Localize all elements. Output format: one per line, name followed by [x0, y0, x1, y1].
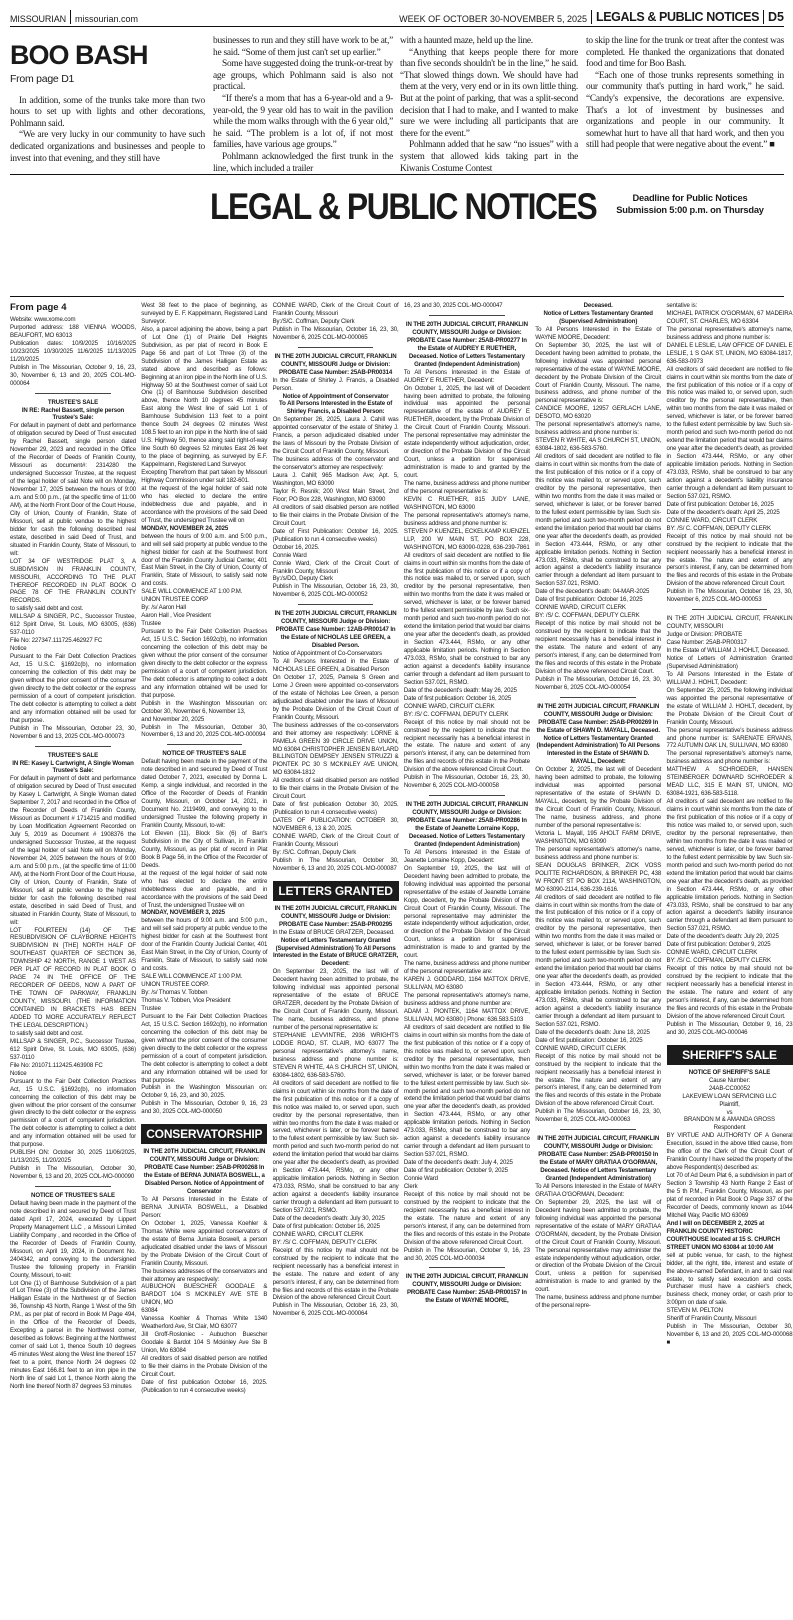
notice-text: Connie Ward [403, 1174, 438, 1182]
notice-text: Publication dates: 10/9/2025 10/16/2025 10/23/2025 10/30/2025 11/6/2025 11/13/2025 11/20/2025 [10, 339, 136, 363]
notice-text: The personal representative's attorney's name, business address and phone number is: [666, 750, 793, 766]
notice-heading: NOTICE OF TRUSTEE'S SALE [162, 750, 247, 758]
notice-caption: Respondent [713, 1124, 746, 1132]
notice-text: Laura J. Cahill; 965 Madison Ave; Apt. 5, Washington, MO 63090 [272, 472, 399, 488]
notice-text: Date of the decedent's death: July 4, 2025 [403, 1159, 513, 1167]
notice-text: CONNIE WARD, CIRCUIT CLERK [535, 1044, 626, 1052]
notice-text: 63084 [141, 1307, 158, 1315]
notice-text: CANDICE MOORE, 12957 GERLACH LANE, DESOTO, MO 63020 [535, 405, 662, 421]
notice-text: Pursuant to the Fair Debt Collection Practices Act, 15 U.S.C. Section 1692c(b), no information concerning the collection of this debt may be given without the prior consent of the consumer given directly to the debt collector or the express permission of a court of competent jurisdiction. The debt collector is attempting to collect a debt and any information obtained will be used for that purpose. [141, 628, 268, 699]
notice-text: Receipt of this notice by mail should not be construed by the recipient to indicate that the recipient necessarily has a beneficial interest in the estate. The nature and extent of any person's interest, if any, can be determined from the files and records of this estate in the Probate Division of the above referenced Circuit Court. [666, 965, 793, 1020]
notice-text: UNION TRUSTEE CORP. [141, 981, 209, 989]
notice-text: STEPHANIE LEVVINTRE, 2936 WRIGHTS LODGE ROAD, ST. CLAIR, MO 63077 The personal representative's attorney's name, business address and phone number is: STEVEN R WHITE, 4A S CHURCH ST, UNION, 63084-1802, 636-583-5760. [272, 1032, 399, 1079]
article-paragraph: “Anything that keeps people there for more than five seconds shouldn't be in the line,” he said. “That slowed things down. We should have had them at the very, very end or in its own little thing. But at the point of parking, that was a split-second decision that I had to make, and I wanted to make sure we were including all participants that are there for the event.” [400, 47, 578, 139]
notice-text: MICHAEL PATRICK O'GORMAN, 67 MADEIRA COURT, ST. CHARLES, MO 63304 [666, 309, 793, 325]
notice-heading: IN THE 20TH JUDICIAL CIRCUIT, FRANKLIN COUNTY, MISSOURI Judge or Division: PROBATE Case Number: 25AB-PR00277 In the Estate of AUDREY E RUETHER, Deceased. Notice of Letters Testamentary Granted (Independent Administration) [405, 320, 528, 368]
notice-text: Date of first publication: October 9, 2025 [403, 1167, 508, 1175]
notice-separator [429, 795, 505, 796]
notice-text: BY: /S/ C. COFFMAN, DEPUTY CLERK [535, 612, 640, 620]
notice-text: between the hours of 9:00 a.m. and 5:00 p.m., and will sell said property at public vendue to the highest bidder for cash at the Southwest front door of the Franklin County Judicial Center, 401 East Main Street, in the City of Union, County of Franklin, State of Missouri, to satisfy said note and costs. [141, 532, 268, 588]
notice-text: Also, a parcel adjoining the above, being a part of Lot One (1) of Prairie Dell Heights Subdivision, as per plat of record in Book E Page 56 and part of Lot Three (3) of the Subdivision of the James Halligan Estate as stated above and described as follows: Beginning at an iron pipe in the North line of U.S. Highway 50 at the Southwest corner of said Lot One (1) of Barnhouse Subdivision described above, thence North 10 degrees 45 minutes East along the West line of said Lot 1 of Barnhouse Subdivision 113 feet to a point thence South 24 degrees 02 minutes West 108.5 feet to an iron pipe in the North line of said U.S. Highway 50, thence along said right-of-way line South 60 degrees 52 minutes East 26 feet to the place of beginning, as surveyed by E.F. Kappelmann, Registered Land Surveyor. [141, 325, 268, 469]
article-paragraph: Pohlmann added that he saw “no issues” with a system that allowed kids taking part in the Kiwanis Costume Contest [400, 140, 578, 174]
notice-text: All creditors of said decedent are notified to file claims in court within six months from the date of the first publication of this notice or if a copy of this notice was mailed to, or served upon, such creditor by the personal representative, then within two months from the date it was mailed or served, whichever is later, or be forever barred to the fullest extent permissible by law. Such six-month period and such two-month period do not extend the limitation period that would bar claims one year after the decedent's death, as provided in Section 473.444, RSMo, or any other applicable limitation periods. Nothing in Section 473.033, RSMo, shall be construed to bar any action against a decedent's liability insurance carrier through a defendant ad litem pursuant to Section 537.021, RSMO. [666, 365, 793, 500]
section-name: LEGALS & PUBLIC NOTICES [595, 10, 760, 24]
notice-text: The personal representative's attorney's name, business address and phone number is: [403, 511, 530, 527]
notice-text: On September 29, 2025, the last will of Decedent having been admitted to probate, the following individual was appointed the personal representative of the estate of MARY GRATIAA O'GORMAN, decedent, by the Probate Division of the Circuit Court of Franklin County, Missouri. The personal representative may administer the estate independently without adjudication, order, or direction of the Probate Division of the Circuit Court, unless a petition for supervised administration is made to and granted by the court. [535, 1198, 662, 1294]
notice-text: Pursuant to the Fair Debt Collection Practices Act, 15 U.S.C. §1692c(b), no information concerning the collection of this debt may be given without the prior consent of the consumer given directly to the debt collector or the express permission of a court of competent jurisdiction. The debt collector is attempting to collect a debt and any information obtained will be used for that purpose. [10, 1077, 136, 1149]
notice-text: Vanessa Koehler & Thomas White 1340 Weatherford Ave, St Clair, MO 63077 [141, 1315, 268, 1331]
notice-text: By: /s/ Aaron Hall [141, 604, 186, 612]
notice-text: All creditors of said disabled person are notified to file their claims in the Probate Division of the Circuit Court. [272, 503, 399, 527]
notice-separator [167, 744, 243, 745]
notice-text: Date of first publication October 16, 2025. (Publication to run 4 consecutive weeks) [141, 1378, 268, 1394]
notice-text: Connie Ward [272, 551, 307, 559]
notice-heading: Notice of Letters Testamentary Granted (Supervised Administration) To All Persons Interested in the Estate of BRUCE GRATZER, Decedent: [272, 936, 399, 968]
notice-heading: IN THE 20TH JUDICIAL CIRCUIT, FRANKLIN COUNTY, MISSOURI Judge or Division: PROBATE Case Number: 25AB-PR00150 In the Estate of MARY GRATIAA O'GORMAN, Deceased. Notice of Letters Testamentary Granted (Independent Administration) [537, 1135, 660, 1182]
article-paragraph: Pohlmann acknowledged the first trunk in the line, which included a trailer [213, 151, 393, 174]
notice-text: MILLSAP & SINGER, P.C., Successor Trustee, 612 Spirit Drive, St. Louis, MO 63005, (636) 537-0110 [10, 613, 136, 637]
notice-text: Publish in the Washington Missourian on: October 9, 16, 23, and 30, 2025. [141, 1084, 268, 1100]
notice-text: 16, 23 and 30, 2025 COL-MO-000047 [403, 302, 503, 309]
notice-text: Date of the decedent's death: May 26, 2025 [403, 686, 517, 694]
notice-text: SALE WILL COMMENCE AT 1:00 P.M. [141, 588, 243, 596]
notice-text: Notice [10, 645, 27, 653]
notice-text: Date of first publication: October 16, 2025 [403, 694, 512, 702]
notice-text: at the request of the legal holder of said note who has elected to declare the entire indebtedness due and payable, and in accordance with the provisions of the said Deed of Trust, the undersigned Trustee will on [141, 869, 268, 909]
notice-text: MATTHEW A SCHROEDER, HANSEN STEINBERGER DOWNARD SCHROEDER & MEAD LLC, 315 E MAIN ST, UNION, MO 63084-1921, 636-583-5118. [666, 766, 793, 798]
notice-text: The personal representative's business address and phone number is: SARENATE ERVANS, 772 AUTUMN OAK LN, SULLIVAN, MO 63080 [666, 726, 793, 750]
notice-text: at the request of the legal holder of said note who has elected to declare the entire indebtedness due and payable, and in accordance with the provisions of the said Deed of Trust, the undersigned Trustee will on [141, 484, 268, 524]
notice-text: Default having been made in the payment of the note described in and secured by Deed of Trust dated April 17, 2024, executed by Lippert Property Management LLC , a Missouri Limited Liability Company , and recorded in the Office of the Recorder of Deeds of Franklin County, Missouri, on April 19, 2024, in Document No. 2404342, and conveying to the undersigned Trustee the following property in Franklin County, Missouri, to-wit: [10, 1199, 136, 1279]
deadline-line: Deadline for Public Notices [632, 193, 748, 203]
notice-heading: IN THE 20TH JUDICIAL CIRCUIT, FRANKLIN COUNTY, MISSOURI Judge or Division: PROBATE Case Number: 25AB-PR00295 [274, 904, 397, 928]
notice-text: Publish in The Missourian, October 30, November 6, 13 and 20, 2025 COL-MO-000087 [272, 856, 399, 872]
notice-heading: IN THE 20TH JUDICIAL CIRCUIT, FRANKLIN COUNTY, MISSOURI Judge or Division: PROBATE Case Number: 25AB-PR00157 In the Estate of WAYNE MOORE, [405, 1273, 528, 1305]
notice-separator [429, 1267, 505, 1268]
jump-line: From page D1 [10, 73, 75, 85]
notice-heading: NOTICE OF TRUSTEE'S SALE [31, 1192, 115, 1200]
notice-text: Publish in The Missourian, October 9, 16, 23, 30, November 6, 13 and 20, 2025 COL-MO-000064 [10, 363, 136, 387]
deadline-note [590, 192, 790, 216]
notice-text: STEVEN P KUENZEL, ECKELKAMP KUENZEL LLP, 200 W MAIN ST, PO BOX 228, WASHINGTON, MO 63090-0228, 636-239-7861 [403, 527, 530, 551]
category-banner: LETTERS GRANTED [273, 881, 399, 901]
notice-heading: Notice of Letters Testamentary Granted (Supervised Administration) [543, 309, 653, 325]
notice-heading: Deceased. [583, 302, 613, 309]
notice-text: KEVIN C RUETHER, 815 JUDY LANE, WASHINGTON, MO 63090 [403, 495, 530, 511]
notice-text: BY: /S/ C. COFFMAN, DEPUTY CLERK [666, 957, 771, 965]
notice-text: Date of first publication: October 9, 2025 [666, 941, 771, 949]
article-column [586, 36, 784, 154]
notice-text: By:/S/C. Coffman, Deputy Clerk [272, 317, 355, 325]
notice-text: Website: www.xome.com [10, 316, 76, 323]
notice-bold-text: And I will on DECEMBER 2, 2025 at FRANKLIN COUNTY HISTORIC COURTHOUSE located at 15 S. CHURCH STREET UNION MO 63084 at 10:00 AM [666, 1219, 780, 1251]
notice-text: CONNIE WARD, CIRCUIT CLERK [666, 949, 758, 957]
notice-text: Date of first publication: October 16, 2025 [535, 1036, 643, 1044]
notice-text: Case Number: 25AB-PR00317 [666, 639, 747, 647]
notice-text: All creditors of said decedent are notified to file claims in court within six months from the date of the first publication of this notice or if a copy of this notice was mailed to, or served upon, such creditor by the personal representative, then within two months from the date it was mailed or served, whichever is later, or be forever barred to the fullest extent permissible by law. Such six-month period and such two-month period do not extend the limitation period that would bar claims one year after the decedent's death, as provided in Section 473.444, RSMo, or any other applicable limitation periods. Nothing in Section 473.033, RSMo, shall be construed to bar any action against a decedent's liability insurance carrier through a defendant ad litem pursuant to Section 537.021, RSMO. [272, 1079, 399, 1214]
notice-text: LOT 34 OF WESTRIDGE PLAT 3, A SUBDIVISION IN FRANKLIN COUNTY, MISSOURI, ACCORDING TO THE PLAT THEREOF RECORDED IN PLAT BOOK O PAGE 78 OF THE FRANKLIN COUNTY RECORDS. [10, 557, 136, 605]
notice-text: AUBUCHON BUESCHER GOODALE & BARDOT 104 S MCKINLEY AVE STE B UNION, MO [141, 1283, 268, 1307]
notice-text: Taylor R. Resnik; 200 West Main Street, 2nd Floor; PO Box 228, Washington, MO 63090 [272, 487, 399, 503]
notice-text: The personal representative's attorney's name, business address and phone number is: [666, 325, 793, 341]
legal-column [667, 302, 793, 1608]
notice-text: Date of the decedent's death: April 25, 2025 [666, 508, 780, 516]
notice-text: Thomas V. Tobben, Vice President [141, 996, 231, 1004]
article-paragraph: Some have suggested doing the trunk-or-treat by age groups, which Pohlmann said is also not practical. [213, 59, 393, 93]
notice-text: On September 26, 2025, Laura J. Cahill was appointed conservator of the estate of Shirley J. Francis, a person adjudicated disabled under the laws of Missouri by the Probate Division of the Circuit Court of Franklin County, Missouri. [272, 416, 399, 456]
notice-text: Receipt of this notice by mail should not be construed by the recipient to indicate that the recipient necessarily has a beneficial interest in the estate. The nature and extent of any person's interest, if any, can be determined from the files and records of this estate in the Probate Division of the above referenced Circuit Court. [535, 1052, 662, 1108]
notice-text: Date of first publication October 30, 2025. (Publication to run 4 consecutive weeks) [272, 801, 399, 817]
notice-text: Pursuant to the Fair Debt Collection Practices Act, 15 U.S.C. §1692c(b), no information concerning the collection of this debt may be given without the prior consent of the consumer given directly to the debt collector or the express permission of a court of competent jurisdiction. The debt collector is attempting to collect a debt and any information obtained will be used for that purpose. [10, 653, 136, 724]
notice-text: Sheriff of Franklin County, Missouri [666, 1315, 757, 1323]
notice-text: Lot One (1) of Barnhouse Subdivision of a part of Lot Three (3) of the Subdivision of the James Halligan Estate in the Northwest qr of Section 36, Township 43 North, Range 1 West of the 5th P.M., as per plat of record in Book M Page 494, in the Office of the Recorder of Deeds, Excepting a parcel in the Northwest corner, described as follows: Beginning at the Northwest corner of said Lot 1, thence South 10 degrees 45 minutes West along the West line thereof 157 feet to a point, thence North 24 degrees 02 minutes East 166.81 feet to an iron pipe in the North line of said Lot 1, thence North along the North line thereof North 87 degrees 53 minutes [10, 1279, 136, 1390]
notice-text: Publish in The Missourian, October 30, November 6, 13 and 20, 2025 COL-MO-000090 [10, 1165, 136, 1181]
notice-separator [35, 1186, 111, 1187]
notice-text: Receipt of this notice by mail should not be construed by the recipient to indicate that the recipient necessarily has a beneficial interest in the estate. The nature and extent of any person's interest, if any, can be determined from the files and records of this estate in the Probate Division of the above referenced Circuit Court. [403, 718, 530, 774]
notice-text: and November 20, 2025 [141, 715, 205, 723]
notice-heading: IN THE 20TH JUDICIAL CIRCUIT, FRANKLIN COUNTY, MISSOURI Judge or Division: PROBATE Case Number: 25AB-PR00269 In the Estate of SHAWN D. MAYALL, Deceased. Notice of Letters Testamentary Granted (Independent Administration) To All Persons Interested in the Estate of SHAWN D. MAYALL, Decedent: [536, 702, 660, 766]
notice-text: Aaron Hall , Vice President [141, 612, 211, 620]
notice-text: The personal representative's attorney's name, business address and phone number is: [535, 845, 662, 861]
notice-text: KAREN J. GODDARD, 1164 MATTOX DRIVE, SULLIVAN, MO 63080 [403, 976, 530, 992]
notice-text: Clerk [403, 1182, 418, 1190]
notice-heading: IN RE: Kasey L Cartwright, A Single Woman Trustee's Sale: [12, 759, 134, 775]
notice-text: Publish in The Missourian, October 16, 23, 30, November 6, 2025 COL-MO-000064 [272, 1302, 399, 1318]
category-banner: SHERIFF'S SALE [667, 1045, 793, 1065]
notice-text: On September 30, 2025, the last will of Decedent having been admitted to probate, the following individual was appointed personal representative of the estate of WAYNE MOORE, decedent by the Probate Division of the Circuit Court of Franklin County, Missouri. The name, business address, and phone number of the personal representative is: [535, 341, 662, 405]
legal-column [535, 302, 661, 1608]
notice-text: Publish in The Missourian, October 16, 23, 30, November 6, 2025 COL-MO-000065 [272, 325, 399, 341]
notice-text: sentative is: [666, 302, 698, 309]
notice-text: Connie Ward, Clerk of the Circuit Court of Franklin County, Missouri [272, 559, 399, 575]
notice-text: BY: /S/ C. COFFMAN, DEPUTY CLERK [272, 1238, 377, 1246]
notice-text: CONNIE WARD, CIRCUIT CLERK [272, 1230, 364, 1238]
notice-text: Publish in The Missourian, October 30, November 6, 13 and 20, 2025 COL-MO-000068 ■ [666, 1323, 793, 1347]
notice-text: File No: 201071.112425.463908 FC [10, 1061, 103, 1069]
notice-heading: TRUSTEE'S SALE [47, 751, 99, 759]
notice-heading: IN THE 20TH JUDICIAL CIRCUIT, FRANKLIN COUNTY, MISSOURI Judge or Division: PROBATE Case Number: 25AB-PR00286 In the Estate of Jeanette Lorraine Kopp, Deceased. Notice of Letters Testamentary Granted (Independent Administration) [405, 801, 528, 848]
notice-text: On September 25, 2025, the following individual was appointed the personal representative of the estate of WILLIAM J. HOHLT, decedent, by the Probate Division of the Circuit Court of Franklin County, Missouri. [666, 686, 793, 726]
notice-text: Date of First Publication: October 16, 2025. (Publication to run 4 consecutive weeks) [272, 527, 399, 543]
notice-heading: NOTICE OF SHERIFF'S SALE [688, 1068, 771, 1076]
page-number: D5 [768, 10, 784, 24]
notice-heading: IN RE: Rachel Bassett, single person Trustee's Sale: [21, 406, 125, 422]
notice-text: Publish in the Washington Missourian on: October 30, November 6, November 13, [141, 699, 268, 715]
notice-text: Publish in The Missourian, October 16, 23, 30, November 6, 2025 COL-MO-000063 [535, 1108, 662, 1124]
notice-text: To All Persons Interested in the Estate of BERNA JUNIATA BOSWELL, a Disabled Person: [141, 1195, 268, 1219]
notice-text: BY VIRTUE AND AUTHORITY OF A General Execution, issued in the above titled cause, from the office of the Clerk of the Circuit Court of Franklin County I have seized the property of the above Respondent(s) described as: [666, 1132, 793, 1172]
website-link[interactable]: missourian.com [75, 14, 139, 24]
divider [591, 10, 592, 24]
notice-text: By: /S/C. Coffman, Deputy Clerk [272, 848, 357, 856]
notice-text: Purported address: 188 VIENNA WOODS, BEAUFORT, MO 63013 [10, 323, 136, 339]
notice-text: Date of the decedent's death: June 18, 2025 [535, 1028, 650, 1036]
notice-text: Date of the decedent's death: July 29, 2025 [666, 933, 779, 941]
notice-separator [560, 697, 636, 698]
section-divider [10, 296, 784, 297]
notice-text: MILLSAP & SINGER, P.C., Successor Trustee, 612 Spirit Drive, St. Louis, MO 63005, (636) 537-0110 [10, 1037, 136, 1061]
notice-text: CONNIE WARD, CIRCUIT CLERK [666, 516, 758, 524]
notice-text: To All Persons Interested in the Estate of WILLIAM J. HOHLT, Decedent: [666, 670, 793, 686]
notice-text: Date of the decedent's death: 04-MAR-2025 [535, 588, 650, 596]
notice-text: The personal representative's attorney's name, business address and phone number are: [403, 992, 530, 1008]
notice-bold-text: MONDAY, NOVEMBER 24, 2025 [141, 524, 229, 532]
notice-text: On October 1, 2025, Vanessa Koehler & Thomas White were appointed conservators of the estate of Berna Juniata Boswell, a person adjudicated disabled under the laws of Missouri by the Probate Division of the Circuit Court of Franklin County, Missouri. [141, 1219, 268, 1267]
notice-text: Trustee [141, 620, 161, 628]
article-paragraph: to skip the line for the trunk or treat after the contest was completed. He thanked the organizations that donated food and time for Boo Bash. [586, 36, 784, 70]
notice-text: Publish in The Missourian, October 9, 16, 23 and 30, 2025 COL-MO-000046 [666, 1020, 793, 1036]
notice-text: between the hours of 9:00 a.m. and 5:00 p.m., and will sell said property at public vendue to the highest bidder for cash at the Southwest front door of the Franklin County Judicial Center, 401 East Main Street, in the City of Union, County of Franklin, State of Missouri, to satisfy said note and costs. [141, 917, 268, 973]
article-column [10, 36, 205, 164]
notice-text: Publish in The Missourian, October 23, 30, November 6 and 13, 2025 COL-MO-000073 [10, 724, 136, 740]
notice-separator [429, 315, 505, 316]
notice-caption: 24AB-CC00052 [708, 1084, 751, 1092]
notice-text: Date of first publication: October 16, 2025 [272, 1222, 380, 1230]
notice-text: To All Persons Interested in the Estate of AUDREY E RUETHER, Decedent: [403, 368, 530, 384]
notice-text: DATES OF PUBLICATION: OCTOBER 30, NOVEMBER 6, 13 & 20, 2025. [272, 817, 399, 833]
notice-text: Lot 70 of Ad Deum Plat 6, a subdivision in part of Section 3 Township 43 North Range 2 East of the 5 th P.M., Franklin County, Missouri, as per plat of recorded in Plat Book O Page 337 of the Recorder of Deeds, commonly known as 1044 Mitchell Way, Pacific MO 63069 [666, 1172, 793, 1219]
notice-text: October 16, 2025. [272, 543, 320, 551]
notice-text: The business address of the conservator and the conservator's attorney are respectively: [272, 456, 399, 472]
section-divider [10, 174, 784, 175]
article-paragraph: with a haunted maze, held up the line. [400, 36, 533, 46]
notice-separator [560, 1129, 636, 1130]
notice-caption: Cause Number: [708, 1076, 751, 1084]
notice-text: Receipt of this notice by mail should not be construed by the recipient to indicate that the recipient necessarily has a beneficial interest in the estate. The nature and extent of any person's interest, if any, can be determined from the files and records of this estate in the Probate Division of the above referenced Circuit Court. [535, 620, 662, 675]
notice-text: Victoria L. Mayall, 195 AHOLT FARM DRIVE, WASHINGTON, MO 63090 [535, 829, 662, 845]
notice-text: Publish in The Missourian, October 30, November 6, 13 and 20, 2025 COL-MO-000094 [141, 723, 268, 739]
notice-text: By: /s/ Thomas V. Tobben [141, 989, 208, 997]
notice-text: To All Persons Interested in the Estate of Jeanette Lorraine Kopp, Decedent: [403, 848, 530, 864]
notice-text: In the Estate of Shirley J. Francis, a Disabled Person. [272, 376, 399, 392]
notice-text: All creditors of said disabled person are notified to file their claims in the Probate Division of the Circuit Court. [141, 1355, 268, 1378]
notice-text: Publish in The Missourian, October 16, 23, 30, November 6, 2025 COL-MO-000053 [666, 588, 793, 604]
notice-text: STEVEN M. PELTON [666, 1307, 723, 1315]
notice-text: All creditors of said decedent are notified to file claims in court within six months from the date of the first publication of this notice or if a copy of this notice was mailed to, or served upon, such creditor by the personal representative, then within two months from the date it was mailed or served, whichever is later, or be forever barred to the fullest extent permissible by law. Such six-month period and such two-month period do not extend the limitation period that would bar claims one year after the decedent's death, as provided in Section 473.444, RSMo, or any other applicable limitation periods. Nothing in Section 473.033, RSMo, shall be construed to bar any action against a decedent's liability insurance carrier through a defendant ad litem pursuant to Section 537.021, RSMO. [535, 453, 662, 588]
notice-text: Date of first publication: October 16, 2025 [535, 596, 643, 604]
notice-separator [298, 347, 374, 348]
notice-text: DANIEL E LESLIE, LAW OFFICE OF DANIEL E LESLIE, 1 S OAK ST, UNION, MO 63084-1817, 636-583-0973 [666, 341, 793, 365]
article-column [400, 36, 578, 174]
notice-text: to satisfy said debt and cost. [10, 1029, 84, 1037]
notice-text: The name, business address and phone number of the personal representative are: [403, 960, 530, 976]
notice-heading: Notice of Appointment of Conservator [282, 392, 389, 400]
deadline-line: Submission 5:00 p.m. on Thursday [616, 205, 764, 215]
notice-text: Date of first publication: October 16, 2025 [666, 500, 774, 508]
article-title: BOO BASH [10, 40, 148, 70]
notice-text: IN THE 20TH JUDICIAL CIRCUIT, FRANKLIN COUNTY, MISSOURI [666, 615, 793, 631]
article-paragraph: “If there's a mom that has a 6-year-old and a 9-year-old, the 9 year old has to wait in the pavilion while the mom walks through with the 6 year old,” he said. “The problem is a lot of, if not most families, have various age groups.” [213, 93, 393, 151]
notice-separator [298, 604, 374, 605]
notice-text: CONNIE WARD, CIRCUIT CLERK [535, 604, 626, 612]
notice-text: Receipt of this notice by mail should not be construed by the recipient to indicate that the recipient necessarily has a beneficial interest in the estate. The nature and extent of any person's interest, if any, can be determined from the files and records of this estate in the Probate Division of the above referenced Circuit Court. [403, 1190, 530, 1246]
notice-text: On September 23, 2025, the last will of Decedent having been admitted to probate, the following individual was appointed personal representative of the estate of BRUCE GRATZER, decedent by the Probate Division of the Circuit Court of Franklin County, Missouri. The name, business address, and phone number of the personal representative is: [272, 968, 399, 1032]
notice-text: Jill Groff-Rosloniec - Aubuchon Buescher Goodale & Bardot 104 S Mckinley Ave Ste B Union, Mo 63084 [141, 1331, 268, 1355]
notice-text: The business addresses of the conservators and their attorney are respectively: [141, 1267, 268, 1283]
notice-text: Publish in The Missourian, October 16, 23, 30, November 6, 2025 COL-MO-000058 [403, 774, 530, 790]
article-paragraph: “Each one of those trunks represents something in our community that's putting in hard work,” he said. “Candy's expensive, the decorations are expensive. That's a lot of investment by businesses and organizations and people in our community. It somewhat hurt to have all that hard work, and then you still had people that were negative about the event.” ■ [586, 70, 784, 151]
notice-text: On October 17, 2025, Pamela S Green and Lorne J Green were appointed co-conservators of the estate of Nicholas Lee Green, a person adjudicated disabled under the laws of Missouri by the Probate Division of the Circuit Court of Franklin County, Missouri. [272, 673, 399, 721]
notice-text: Receipt of this notice by mail should not be construed by the recipient to indicate that the recipient necessarily has a beneficial interest in the estate. The nature and extent of any person's interest, if any, can be determined from the files and records of this estate in the Probate Division of the above referenced Circuit Court. [666, 532, 793, 588]
notice-text: To All Persons Interested in the Estate of NICHOLAS LEE GREEN, a Disabled Person [272, 658, 399, 673]
notice-text: For default in payment of debt and performance of obligation secured by Deed of Trust executed by Kasey L Cartwright, A Single Woman dated September 7, 2017 and recorded in the Office of the Recorder of Deeds of Franklin County, Missouri as Document # 1714215 and modified by Loan Modification Agreement Recorded on July 5, 2019 as Document # 1908376 the undersigned Successor Trustee, at the request of the legal holder of said Note will on Monday, November 24, 2025 between the hours of 9:00 a.m. and 5:00 p.m., (at the specific time of 11:00 AM), at the North Front Door of the Court House, City of Union, County of Franklin, State of Missouri, sell at public vendue to the highest bidder for cash the following described real estate, described in said Deed of Trust, and situated in Franklin County, State of Missouri, to wit: [10, 775, 136, 926]
notice-text: By:/s/DO, Deputy Clerk [272, 575, 333, 583]
notice-text: SALE WILL COMMENCE AT 1:00 P.M. [141, 973, 243, 981]
notice-text: Notice of Appointment of Co-Conservators [272, 650, 382, 658]
notice-caption: LAKEVIEW LOAN SERVICING LLC [682, 1092, 777, 1100]
notice-text: Notice of Letters of Administration Granted (Supervised Administration) [666, 654, 793, 670]
notice-text: On September 19, 2025, the last will of Decedent having been admitted to probate, the following individual was appointed the personal representative of the estate of Jeanette Lorraine Kopp, decedent, by the Probate Division of the Circuit Court of Franklin County, Missouri. The personal representative may administer the estate independently without adjudication, order, or direction of the Probate Division of the Circuit Court, unless a petition for supervised administration is made to and granted by the court. [403, 864, 530, 960]
notice-text: On October 2, 2025, the last will of Decedent having been admitted to probate, the following individual was appointed personal representative of the estate of SHAWN D. MAYALL, decedent, by the Probate Division of the Circuit Court of Franklin County, Missouri. The name, business address, and phone number of the personal representative is: [535, 766, 662, 829]
page-header [10, 9, 784, 27]
notice-text: BY: /S/ C. COFFMAN, DEPUTY CLERK [666, 524, 771, 532]
notice-text: Pursuant to the Fair Debt Collection Practices Act, 15 U.S.C. Section 1692c(b), no information concerning the collection of this debt may be given without the prior consent of the consumer given directly to the debt collector or the express permission of a court of competent jurisdiction. The debt collector is attempting to collect a debt and any information obtained will be used for that purpose. [141, 1012, 268, 1084]
notice-text: CONNIE WARD, Clerk of the Circuit Court of Franklin County, Missouri [272, 302, 399, 317]
article-paragraph: “We are very lucky in our community to have such dedicated organizations and businesses and people to invest into that evening, and they still have [10, 130, 205, 164]
legal-column [10, 302, 136, 1608]
notice-caption: vs [726, 1108, 733, 1116]
notice-text: sell at public venue, for cash, to the highest bidder, all the right, title, interest and estate of the above-named Defendant, in and to said real estate, to satisfy said execution and costs. Purchaser must have a cashier's check, business check, money order, or cash prior to 3:00pm on date of sale. [666, 1251, 793, 1307]
notice-text: Excepting Therefrom that part taken by Missouri Highway Commission under suit 182-601. [141, 469, 268, 484]
notice-text: ADAM J. PIONTEK, 1164 MATTOX DRIVE, SULLIVAN, MO 63080 | Phone: 636.583.5103 [403, 1007, 530, 1023]
notice-text: For default in payment of debt and performance of obligation secured by Deed of Trust executed by Rachel Bassett, single person dated November 29, 2023 and recorded in the Office of the Recorder of Deeds of Franklin County, Missouri as document#: 2314280 the undersigned Successor Trustee, at the request of the legal holder of said Note will on Monday, November 17, 2025 between the hours of 9:00 a.m. and 5:00 p.m., (at the specific time of 11:00 AM), at the North Front Door of the Court House, City of Union, County of Franklin, State of Missouri, sell at public vendue to the highest bidder for cash the following described real estate, described in said Deed of Trust, and situated in Franklin County, State of Missouri, to wit: [10, 422, 136, 557]
notice-separator [35, 393, 111, 394]
publication-name: MISSOURIAN [10, 14, 67, 24]
notice-text: Publish in The Missourian, October 9, 16, 23 and 30, 2025 COL-MO-000050 [141, 1100, 268, 1116]
notice-heading: IN THE 20TH JUDICIAL CIRCUIT, FRANKLIN COUNTY, MISSOURI Judge or Division: PROBATE Case Number: 25AB-PR00314 [274, 352, 397, 376]
issue-week: WEEK OF OCTOBER 30-NOVEMBER 5, 2025 [399, 14, 587, 24]
legal-column [404, 302, 530, 1608]
divider [763, 10, 764, 24]
notice-text: All creditors of said decedent are notified to file claims in court within six months from the date of the first publication of this notice or if a copy of this notice was mailed to, or served upon, such creditor by the personal representative, then within two months from the date it was mailed or served, whichever is later, or be forever barred to the fullest extent permissible by law. Such six-month period and such two-month period do not extend the limitation period that would bar claims one year after the decedent's death, as provided in Section 473.444, RSMo, or any other applicable limitation periods. Nothing in Section 473.033, RSMo, shall be construed to bar any action against a decedent's liability insurance carrier through a defendant ad litem pursuant to Section 537.021, RSMO. [666, 798, 793, 933]
notice-text: All creditors of said decedent are notified to file claims in court within six months from the date of the first publication of this notice or if a copy of this notice was mailed to, or served upon, such creditor by the personal representative, then within two months from the date it was mailed or served, whichever is later, or be forever barred to the fullest extent permissible by law. Such six-month period and such two-month period do not extend the limitation period that would bar claims one year after the decedent's death, as provided in Section 473.444, RSMo, or any other applicable limitation periods. Nothing in Section 473.033, RSMo, shall be construed to bar any action against a decedent's liability insurance carrier through a defendant ad litem pursuant to Section 537.021, RSMO. [535, 893, 662, 1028]
notice-text: Publish in The Missourian, October 16, 23, 30, November 6, 2025 COL-MO-000052 [272, 583, 399, 599]
article-paragraph: businesses to run and they still have work to be at,” he said. “Some of them just can't set up earlier.” [213, 36, 393, 58]
notice-text: UNION TRUSTEE CORP [141, 596, 209, 604]
article-column [213, 36, 393, 174]
notice-text: West 38 feet to the place of beginning, as surveyed by E. F. Kappelmann, Registered Land Surveyor. [141, 302, 268, 325]
notice-separator [692, 609, 768, 610]
notice-text: To All Persons Interested in the Estate of MARY GRATIAA O'GORMAN, Decedent: [535, 1182, 662, 1198]
notice-text: To All Persons Interested in the Estate of WAYNE MOORE, Decedent: [535, 325, 662, 341]
notice-text: Trustee [141, 1004, 161, 1012]
notice-heading: IN THE 20TH JUDICIAL CIRCUIT, FRANKLIN COUNTY, MISSOURI Judge or Division: PROBATE Case Number: 12AB-PR00147 In the Estate of NICHOLAS LEE GREEN, a Disabled Person. [274, 610, 397, 650]
notice-text: BY: /S/ C. COFFMAN, DEPUTY CLERK [403, 710, 509, 718]
notice-text: In the Estate of WILLIAM J. HOHLT, Deceased. [666, 647, 790, 655]
notice-text: Date of the decedent's death: July 30, 2025 [272, 1214, 385, 1222]
notice-text: SEAN DOUGLAS BRINKER, ZICK VOSS POLITTE RICHARDSON, & BRINKER PC, 438 W FRONT ST PO BOX 2114, WASHINGTON, MO 63090-2114, 636-239-1616. [535, 861, 662, 893]
notice-text: On October 1, 2025, the last will of Decedent having been admitted to probate, the following individual was appointed the personal representative of the estate of AUDREY E RUETHER, decedent, by the Probate Division of the Circuit Court of Franklin County, Missouri. The personal representative may administer the estate independently without adjudication, order, or direction of the Probate Division of the Circuit Court, unless a petition for supervised administration is made to and granted by the court. [403, 384, 530, 480]
notice-text: In the Estate of BRUCE GRATZER, Deceased. [272, 928, 395, 936]
notice-text: All creditors of said decedent are notified to file claims in court within six months from the date of the first publication of this notice or if a copy of this notice was mailed to, or served upon, such creditor by the personal representative, then within two months from the date it was mailed or served, whichever is later, or be forever barred to the fullest extent permissible by law. Such six-month period and such two-month period do not extend the limitation period that would bar claims one year after the decedent's death, as provided in Section 473.444, RSMo, or any other applicable limitation periods. Nothing in Section 473.033, RSMo, shall be construed to bar any action against a decedent's liability insurance carrier through a defendant ad litem pursuant to Section 537.021, RSMO. [403, 551, 530, 686]
notice-text: PUBLISH ON: October 30, 2025 11/06/2025, 11/13/2025, 11/20/2025 [10, 1149, 136, 1165]
notice-text: STEVEN R WHITE, 4A S CHURCH ST, UNION, 63084-1802, 636-583-5760. [535, 437, 662, 453]
notice-text: CONNIE WARD, Clerk of the Circuit Court of Franklin County, Missouri [272, 833, 399, 848]
category-banner: CONSERVATORSHIP [141, 1124, 267, 1144]
notice-text: All creditors of said decedent are notified to file claims in court within six months from the date of the first publication of this notice or if a copy of this notice was mailed to, or served upon, such creditor by the personal representative, then within two months from the date it was mailed or served, whichever is later, or be forever barred to the fullest extent permissible by law. Such six-month period and such two-month period do not extend the limitation period that would bar claims one year after the decedent's death, as provided in Section 473.444, RSMo, or any other applicable limitation periods. Nothing in Section 473.033, RSMo, shall be construed to bar any action against a decedent's liability insurance carrier through a defendant ad litem pursuant to Section 537.021, RSMO. [403, 1023, 530, 1159]
notice-heading: To All Persons Interested in the Estate of Shirley Francis, a Disabled Person: [279, 400, 393, 416]
notice-text: The name, business address and phone number of the personal repre- [535, 1294, 662, 1310]
notice-text: Publish in The Missourian, October 16, 23, 30, November 6, 2025 COL-MO-000054 [535, 675, 662, 691]
jump-heading: From page 4 [10, 302, 67, 313]
notice-caption: Plaintiff, [719, 1100, 740, 1108]
notice-text: The name, business address and phone number of the personal representative is: [403, 480, 530, 495]
notice-text: The personal representative's attorney's name, business address and phone number is: [535, 421, 662, 437]
legal-notices-title: LEGAL & PUBLIC NOTICES [210, 186, 597, 227]
notice-text: The business addresses of the co-conservators and their attorney are respectively: LORNE & PAMELA GREEN 39 CIRCLE DRIVE UNION, MO 63084 CHRISTOPHER JENSEN BAYLARD BILLINGTON DEMPSEY JENSEN STRUZZI & PIONTEK PC 30 S MCKINLEY AVE UNION, MO 63084-1812 [272, 721, 399, 777]
notice-text: All creditors of said disabled person are notified to file their claims in the Probate Division of the Circuit Court. [272, 777, 399, 801]
legal-column [141, 302, 267, 1608]
article-paragraph: In addition, some of the trunks take more than two hours to set up with lights and other decorations, Pohlmann said. [10, 95, 205, 129]
notice-caption: BRANDON M & AMANDA GROSS [684, 1116, 775, 1124]
divider [70, 10, 71, 24]
notice-text: Default having been made in the payment of the note described in and secured by Deed of Trust dated October 7, 2021, executed by Donna L. Kemp, a single individual, and recorded in the Office of the Recorder of Deeds of Franklin County, Missouri, on October 14, 2021, in Document No. 2119499, and conveying to the undersigned Trustee the following property in Franklin County, Missouri, to-wit: [141, 758, 268, 829]
notice-text: Receipt of this notice by mail should not be construed by the recipient to indicate that the recipient necessarily has a beneficial interest in the estate. The nature and extent of any person's interest, if any, can be determined from the files and records of this estate in the Probate Division of the above referenced Circuit Court. [272, 1246, 399, 1302]
notice-separator [35, 746, 111, 747]
notice-text: Judge or Division: PROBATE [666, 631, 743, 639]
notice-text: Publish in The Missourian, October 9, 16, 23 and 30, 2025 COL-MO-000034 [403, 1246, 530, 1262]
notice-text: Notice [10, 1069, 27, 1077]
notice-heading: TRUSTEE'S SALE [47, 398, 99, 406]
notice-text: to satisfy said debt and cost. [10, 605, 84, 613]
notice-bold-text: MONDAY, NOVEMBER 3, 2025 [141, 909, 225, 917]
notice-text: LOT FOURTEEN (14) OF THE RESUBDIVISION OF CLAYBORNE HEIGHTS SUBDIVISION IN [THE] NORTH HALF OF SOUTHEAST QUARTER OF SECTION 36, TOWNSHIP 42 NORTH, RANGE 1 WEST AS PER PLAT OF RECORD IN PLAT BOOK O PAGE 74 IN THE OFFICE OF THE RECORDER OF DEEDS, NOW A PART OF THE TOWN OF PARKWAY, FRANKLIN COUNTY, MISSOURI. (THE INFORMATION CONTAINED IN BRACKETS HAS BEEN ADDED TO MORE ACCURATELY REFLECT THE LEGAL DESCRIPTION.) [10, 926, 136, 1029]
notice-text: CONNIE WARD, CIRCUIT CLERK [403, 702, 495, 710]
notice-heading: IN THE 20TH JUDICIAL CIRCUIT, FRANKLIN COUNTY, MISSOURI Judge or Division: PROBATE Case Number: 25AB-PR00268 In the Estate of BERNA JUNIATA BOSWELL, a Disabled Person. Notice of Appointment of Conservator [143, 1148, 266, 1196]
notice-text: File No: 227347.111725.462927 FC [10, 637, 103, 645]
notice-text: Lot Eleven (11), Block Six (6) of Barr's Subdivision in the City of Sullivan, in Franklin County, Missouri, as per plat of record in Plat Book B Page 56, in the Office of the Recorder of Deeds. [141, 829, 268, 869]
legal-column [273, 302, 399, 1608]
